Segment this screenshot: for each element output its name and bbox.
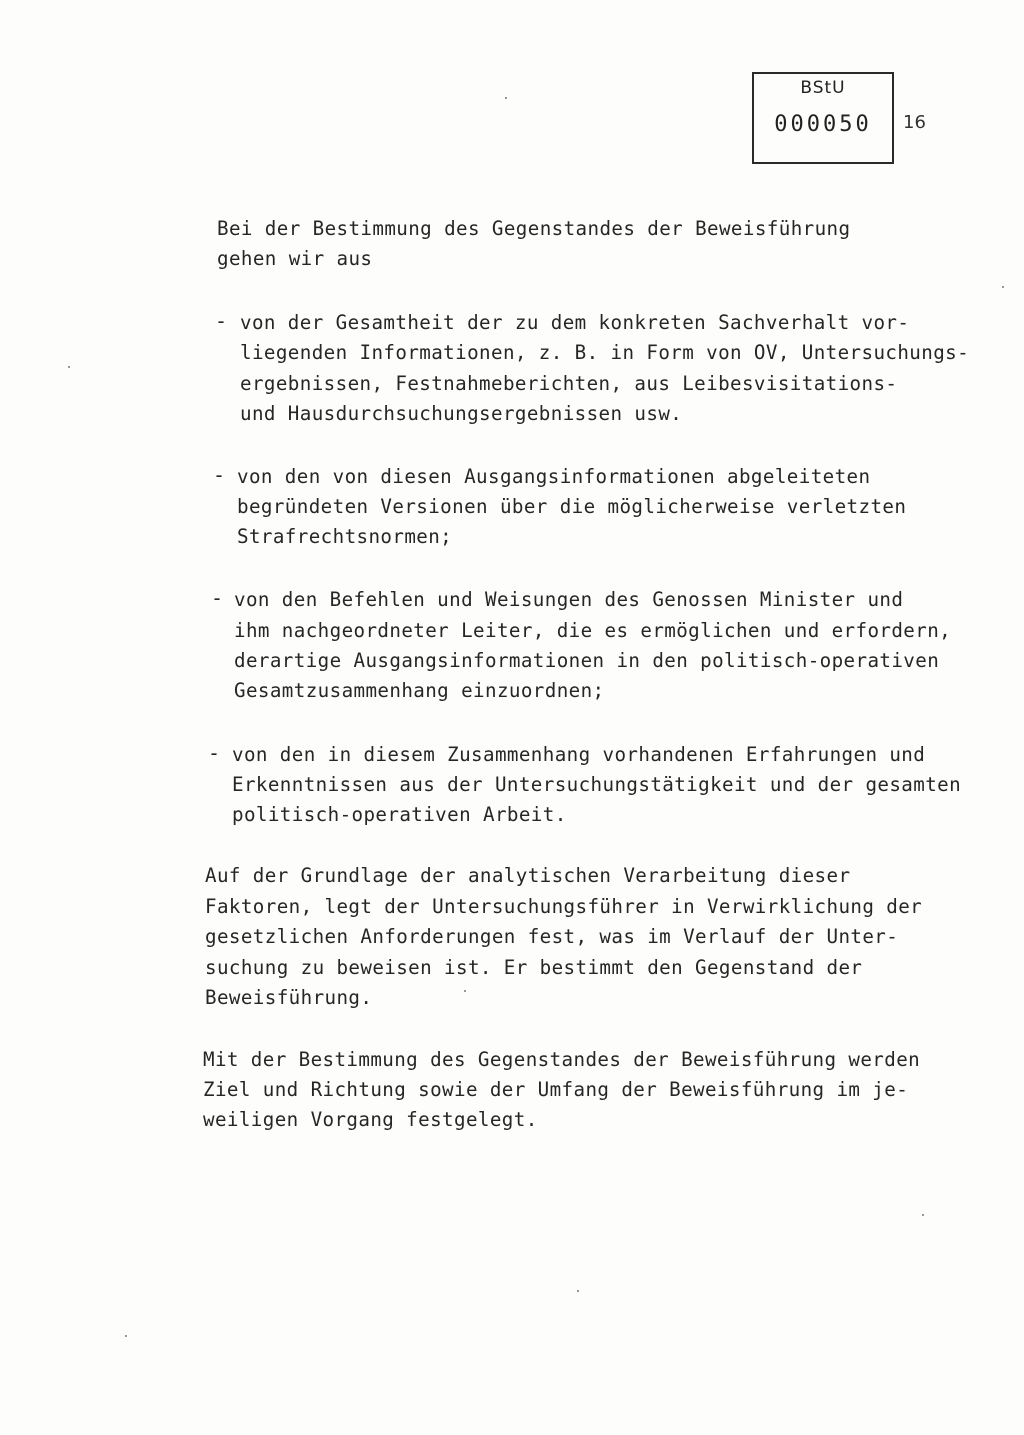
scan-speck [1002,286,1004,288]
stamp-label: BStU [800,78,846,98]
scan-speck [125,1335,127,1337]
paragraph-2-line-3: weiligen Vorgang festgelegt. [203,1108,538,1131]
list-item-4-dash: - [208,741,221,765]
paragraph-2-line-2: Ziel und Richtung sowie der Umfang der Beweisführung im je- [203,1078,909,1101]
list-item-2-line-1: von den von diesen Ausgangsinformationen abgeleiteten [237,465,871,488]
list-item-1-dash: - [215,309,228,333]
intro-line-2: gehen wir aus [217,247,373,270]
intro-line-1: Bei der Bestimmung des Gegenstandes der Beweisführung [217,217,851,240]
list-item-3-line-3: derartige Ausgangsinformationen in den politisch-operativen [234,649,940,672]
list-item-3-line-4: Gesamtzusammenhang einzuordnen; [234,679,605,702]
list-item-3-line-1: von den Befehlen und Weisungen des Genossen Minister und [234,588,904,611]
paragraph-1-line-4: suchung zu beweisen ist. Er bestimmt den Gegenstand der [205,956,863,979]
paragraph-1-line-3: gesetzlichen Anforderungen fest, was im Verlauf der Unter- [205,925,899,948]
list-item-4-line-3: politisch-operativen Arbeit. [232,803,567,826]
archive-stamp [752,72,894,164]
list-item-4-line-1: von den in diesem Zusammenhang vorhandenen Erfahrungen und [232,743,926,766]
list-item-1-line-4: und Hausdurchsuchungsergebnissen usw. [240,402,683,425]
list-item-1-line-3: ergebnissen, Festnahmeberichten, aus Leibesvisitations- [240,372,898,395]
list-item-3-dash: - [211,586,224,610]
page-number: 16 [903,112,926,133]
stamp-number: 000050 [774,112,872,137]
paragraph-1-line-5: Beweisführung. [205,986,373,1009]
paragraph-1-line-1: Auf der Grundlage der analytischen Verarbeitung dieser [205,864,851,887]
list-item-1-line-2: liegenden Informationen, z. B. in Form von OV, Untersuchungs- [240,341,970,364]
scan-speck [68,366,70,368]
list-item-3-line-2: ihm nachgeordneter Leiter, die es ermöglichen und erfordern, [234,619,952,642]
list-item-2-dash: - [213,463,226,487]
paragraph-1-line-2: Faktoren, legt der Untersuchungsführer in Verwirklichung der [205,895,923,918]
list-item-2-line-2: begründeten Versionen über die möglicherweise verletzten [237,495,907,518]
scan-speck [505,97,507,99]
scan-speck [577,1290,579,1292]
scan-speck [464,990,466,992]
list-item-1-line-1: von der Gesamtheit der zu dem konkreten Sachverhalt vor- [240,311,910,334]
scan-speck [922,1214,924,1216]
list-item-2-line-3: Strafrechtsnormen; [237,525,453,548]
paragraph-2-line-1: Mit der Bestimmung des Gegenstandes der Beweisführung werden [203,1048,921,1071]
list-item-4-line-2: Erkenntnissen aus der Untersuchungstätigkeit und der gesamten [232,773,962,796]
